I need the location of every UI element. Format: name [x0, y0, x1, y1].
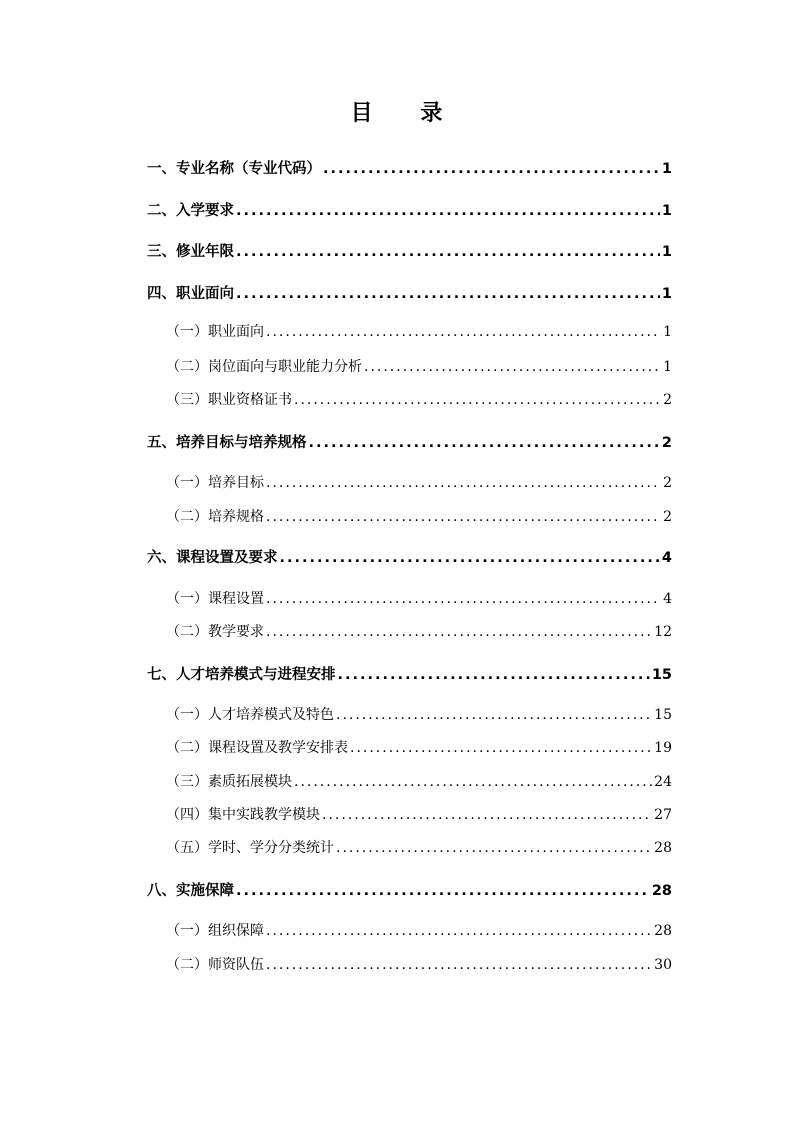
toc-entry[interactable]	[147, 879, 672, 900]
toc-entry[interactable]	[166, 588, 672, 608]
toc-entry-number: （三）	[166, 774, 208, 790]
toc-entry-number: （五）	[166, 840, 208, 856]
toc-entry-label: 培养目标与培养规格	[176, 435, 307, 451]
toc-entry-page: 15	[651, 667, 672, 683]
toc-entry-number: （二）	[166, 957, 208, 973]
toc-entry[interactable]	[147, 663, 672, 684]
toc-entry-label: 人才培养模式与进程安排	[176, 667, 336, 683]
toc-entry[interactable]	[166, 771, 672, 791]
toc-entry-page: 2	[663, 509, 672, 525]
toc-entry-number: 二、	[147, 203, 176, 219]
dot-leader	[266, 624, 652, 640]
dot-leader	[266, 923, 652, 939]
toc-entry-number: 五、	[147, 435, 176, 451]
toc-entry[interactable]	[166, 837, 672, 857]
toc-entry-label: 岗位面向与职业能力分析	[208, 359, 362, 375]
toc-entry-label: 职业面向	[208, 324, 264, 340]
toc-entry[interactable]	[166, 804, 672, 824]
toc-entry-label: 素质拓展模块	[208, 774, 292, 790]
toc-entry-label: 专业名称（专业代码）	[176, 161, 321, 177]
toc-entry-label: 培养规格	[208, 509, 264, 525]
toc-entry-page: 30	[654, 957, 672, 973]
toc-entry[interactable]	[166, 920, 672, 940]
toc-entry-page: 1	[661, 286, 672, 302]
toc-entry-number: 七、	[147, 667, 176, 683]
toc-entry-label: 培养目标	[208, 475, 264, 491]
dot-leader	[336, 707, 652, 723]
toc-entry-label: 组织保障	[208, 923, 264, 939]
dot-leader	[280, 550, 660, 566]
toc-entry-label: 学时、学分分类统计	[208, 840, 334, 856]
toc-entry[interactable]	[147, 546, 672, 567]
toc-entry-page: 2	[663, 475, 672, 491]
toc-entry[interactable]	[166, 389, 672, 409]
toc-entry[interactable]	[166, 737, 672, 757]
toc-entry-page: 4	[663, 591, 672, 607]
toc-entry[interactable]	[166, 506, 672, 526]
toc-entry[interactable]	[147, 199, 672, 220]
dot-leader	[236, 244, 660, 260]
toc-entry[interactable]	[147, 431, 672, 452]
toc-entry-number: （一）	[166, 923, 208, 939]
toc-entry-page: 28	[654, 923, 672, 939]
dot-leader	[236, 286, 660, 302]
toc-entry-page: 1	[663, 359, 672, 375]
toc-entry[interactable]	[166, 704, 672, 724]
toc-entry-page: 28	[651, 883, 672, 899]
toc-entry-label: 师资队伍	[208, 957, 264, 973]
dot-leader	[338, 667, 650, 683]
toc-entry-label: 入学要求	[176, 203, 234, 219]
dot-leader	[236, 883, 650, 899]
toc-entry-page: 2	[661, 435, 672, 451]
toc-entry-page: 12	[654, 624, 672, 640]
toc-entry-page: 4	[661, 550, 672, 566]
toc-entry-label: 职业资格证书	[208, 392, 292, 408]
toc-entry-page: 1	[661, 203, 672, 219]
dot-leader	[350, 740, 652, 756]
toc-entry-number: （二）	[166, 359, 208, 375]
toc-entry-page: 1	[661, 244, 672, 260]
toc-entry-label: 修业年限	[176, 244, 234, 260]
dot-leader	[309, 435, 660, 451]
toc-entry-page: 15	[654, 707, 672, 723]
dot-leader	[323, 161, 660, 177]
toc-entry[interactable]	[166, 954, 672, 974]
toc-entry-label: 课程设置	[208, 591, 264, 607]
toc-entry[interactable]	[166, 472, 672, 492]
dot-leader	[364, 359, 661, 375]
toc-entry[interactable]	[166, 321, 672, 341]
toc-entry-number: 三、	[147, 244, 176, 260]
toc-entry-number: （二）	[166, 624, 208, 640]
dot-leader	[266, 475, 661, 491]
toc-entry-number: 六、	[147, 550, 176, 566]
dot-leader	[336, 840, 652, 856]
toc-entry-number: （四）	[166, 807, 208, 823]
toc-entry-page: 2	[663, 392, 672, 408]
toc-entry-page: 19	[654, 740, 672, 756]
toc-entry[interactable]	[147, 240, 672, 261]
toc-entry-page: 24	[654, 774, 672, 790]
toc-entry-label: 实施保障	[176, 883, 234, 899]
dot-leader	[266, 957, 652, 973]
page-title: 目 录	[350, 101, 463, 126]
toc-entry-label: 课程设置及要求	[176, 550, 278, 566]
toc-entry-number: 四、	[147, 286, 176, 302]
dot-leader	[294, 392, 661, 408]
toc-entry-number: （二）	[166, 740, 208, 756]
toc-entry-number: （一）	[166, 591, 208, 607]
toc-entry-page: 1	[661, 161, 672, 177]
toc-entry-number: 八、	[147, 883, 176, 899]
toc-entry[interactable]	[147, 282, 672, 303]
toc-entry-number: （一）	[166, 475, 208, 491]
toc-entry-page: 1	[663, 324, 672, 340]
toc-entry-page: 27	[654, 807, 672, 823]
dot-leader	[322, 807, 652, 823]
toc-entry-number: 一、	[147, 161, 176, 177]
toc-entry[interactable]	[166, 356, 672, 376]
toc-entry-label: 教学要求	[208, 624, 264, 640]
dot-leader	[266, 591, 661, 607]
dot-leader	[266, 324, 661, 340]
dot-leader	[266, 509, 661, 525]
toc-entry[interactable]	[147, 157, 672, 178]
toc-entry-page: 28	[654, 840, 672, 856]
toc-entry-label: 集中实践教学模块	[208, 807, 320, 823]
toc-entry[interactable]	[166, 621, 672, 641]
toc-entry-label: 职业面向	[176, 286, 234, 302]
toc-entry-label: 课程设置及教学安排表	[208, 740, 348, 756]
toc-entry-label: 人才培养模式及特色	[208, 707, 334, 723]
toc-entry-number: （三）	[166, 392, 208, 408]
toc-entry-number: （一）	[166, 324, 208, 340]
dot-leader	[294, 774, 652, 790]
dot-leader	[236, 203, 660, 219]
toc-entry-number: （一）	[166, 707, 208, 723]
toc-entry-number: （二）	[166, 509, 208, 525]
